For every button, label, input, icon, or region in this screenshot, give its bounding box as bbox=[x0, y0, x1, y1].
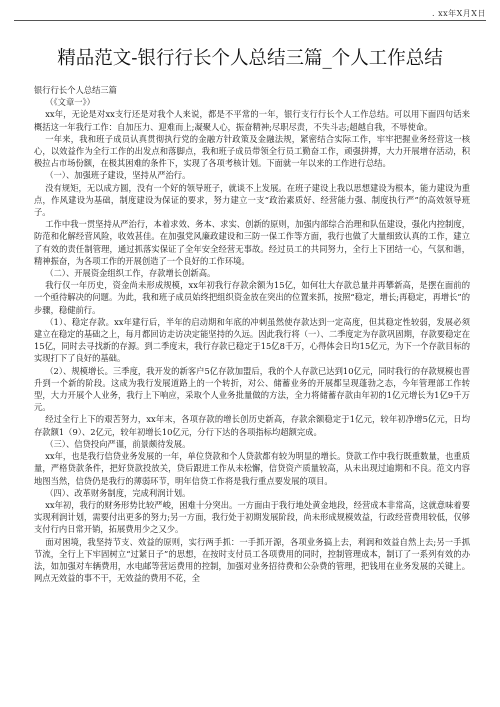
document-title: 精品范文-银行行长个人总结三篇_个人工作总结 bbox=[57, 48, 443, 69]
article-label: （《文章一》） bbox=[45, 97, 95, 108]
body-paragraph: 工作中我一贯坚持从严治行，本着求效、务本、求实、创新的原则，加强内部综合治理和队伍建设，强化内控制度，防范和化解经营风险，收效甚佳。在加强党风廉政建设和三防一保工作等方面，我行也做了大量细致认真的工作，建立了有效的责任制管理，通过抓落实保证了全年安全经营无事故。经过员工的共同努力，全行上下团结一心，气氛和谐，精神振奋，为各项工作的开展创造了一个良好的工作环境。 bbox=[34, 219, 470, 266]
section-heading: （三）、信贷投向严谨，前景颇待发展。 bbox=[45, 438, 191, 449]
body-paragraph: （2）、规模增长。三季度，我开发的新客户5亿存款加盟后，我的个人存款已达到10亿元，同时我行的存款规模也晋升到一个新的阶段。这成为我行发展道路上的一个转折，对公、储蓄业务的开展都呈现蓬勃之态，今年管理部工作转型，大力开展个人业务，我行上下响应，采取个人业务批量做的方法，全力将储蓄存款由年初的1亿元增长为1亿9千万元。 bbox=[34, 365, 470, 413]
document-body bbox=[34, 84, 470, 584]
body-paragraph: 没有规矩，无以成方圆，没有一个好的领导班子，就谈不上发展。在班子建设上我以思想建设为根本，能力建设为重点，作风建设为基础，制度建设为保证的要求，努力建立一支“政治素质好、经营能力强、制度执行严”的高效领导班子。 bbox=[34, 182, 470, 218]
section-heading: （一）、加强班子建设，坚持从严治行。 bbox=[45, 170, 191, 181]
header-date: . xx年X月X日 bbox=[432, 9, 486, 18]
body-paragraph: 一年来，我和班子成员认真贯彻执行党的金融方针政策及金融法规，紧密结合实际工作，牢牢把握业务经营这一核心，以效益作为全行工作的出发点和落脚点，我和班子成员带领全行员工勤奋工作，顽强拼搏，大力开展增存活动，积极拉占市场份额，在极其困难的条件下，实现了各项考核计划。下面就一年以来的工作进行总结。 bbox=[34, 133, 470, 169]
body-paragraph: 我行仅一年历史，资金尚未形成规模，xx年初我行存款余额为15亿，如何壮大存款总量并再攀新高，是摆在面前的一个亟待解决的问题。为此，我和班子成员始终把组织资金放在突出的位置来抓，按照“稳定，增长;再稳定，再增长”的步骤，稳健前行。 bbox=[34, 280, 470, 315]
subtitle-paragraph: 银行行长个人总结三篇 bbox=[34, 85, 117, 95]
body-paragraph: xx年初，我行的财务形势比较严峻，困难十分突出。一方面由于我行地处黄金地段，经营成本非常高，这就意味着要实现利润计划，需要付出更多的努力;另一方面，我行处于初期发展阶段，尚未形成规模效益，行政经营费用较低，仅够支付行内日常开销，拓展费用少之又少。 bbox=[34, 499, 470, 535]
section-heading: （四）、改革财务制度，完成利润计划。 bbox=[45, 487, 191, 498]
section-heading: （二）、开展资金组织工作，存款增长创新高。 bbox=[45, 268, 216, 279]
body-paragraph: 经过全行上下的艰苦努力，xx年末，各项存款的增长创历史新高，存款余额稳定于1亿元，较年初净增5亿元，日均存款额1（9）、2亿元，较年初增长10亿元，分行下达的各项指标均超额完成。 bbox=[34, 414, 470, 437]
header-divider bbox=[14, 20, 486, 21]
body-paragraph: xx年，也是我行信贷业务发展的一年，单位贷款和个人贷款都有较为明显的增长。贷款工作中我行既重数量，也重质量，严格贷款条件，把好贷款投放关，贷后跟进工作从未松懈，信贷资产质量较高，从未出现过逾期和不良。范文内容地图当然，信贷仍是我行的薄弱环节，明年信贷工作将是我行重点要发展的项目。 bbox=[34, 451, 470, 486]
body-paragraph: （1）、稳定存款。xx年建行后，半年的启动期和年底的冲刺虽然使存款达到一定高度，但其稳定性较弱，发展必须建立在稳定的基础之上，每月都回访走访决定能坚持的久远。因此我行将（一）、二季度定为存款巩固期，存款要稳定在15亿，同时去寻找新的存源。到二季度末，我行存款已稳定于15亿8千万，心得体会日均15亿元，为下一个存款目标的实现打下了良好的基础。 bbox=[34, 316, 470, 364]
body-paragraph: 面对困境，我坚持节支、效益的原则，实行两手抓：一手抓开源，各项业务搞上去，利润和效益自然上去;另一手抓节流，全行上下牢固树立“过紧日子”的思想，在按时支付员工各项费用的同时，控制管理成本，制订了一系列有效的办法，如加强对车辆费用，水电邮等营运费用的控制，加强对业务招待费和公杂费的管理，把钱用在业务发展的关键上。网点无效益的事不干，无效益的费用不花，全 bbox=[34, 536, 470, 584]
body-paragraph: xx年，无论是对xx支行还是对我个人来说，都是不平常的一年，银行支行行长个人工作总结。可以用下面四句话来概括这一年我行工作：自加压力、迎难而上;凝聚人心，振奋精神;尽职尽责，不失斗志;超越自我，不辱使命。 bbox=[34, 109, 470, 132]
